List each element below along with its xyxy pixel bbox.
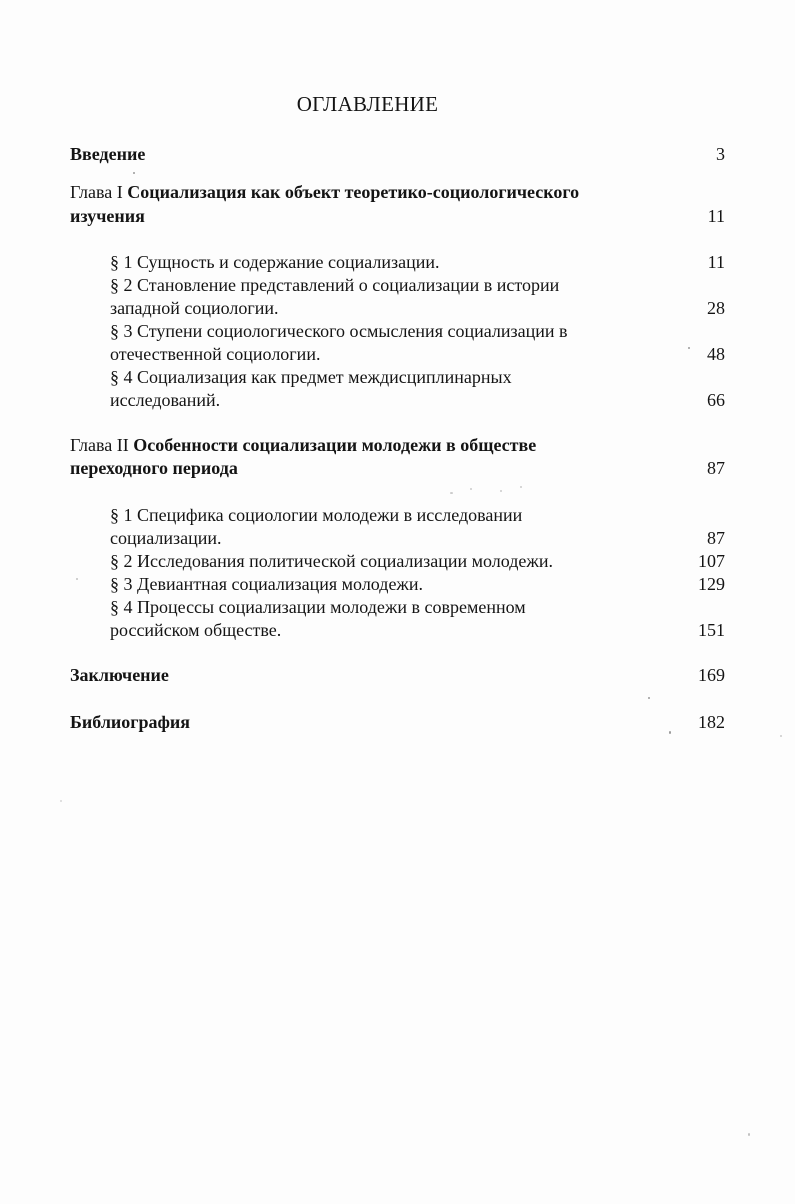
- toc-ch2-section1-line2: социализации.: [110, 528, 222, 548]
- toc-ch1-section4-line1: § 4 Социализация как предмет междисциплинарных: [110, 367, 512, 387]
- scan-speck: [470, 488, 472, 490]
- toc-chapter2-page: 87: [707, 458, 725, 478]
- scan-speck: [669, 731, 671, 734]
- toc-ch2-section2-line1: § 2 Исследования политической социализации молодежи.: [110, 551, 553, 571]
- toc-ch2-section3-page: 129: [698, 574, 725, 594]
- toc-ch1-section2-line2: западной социологии.: [110, 298, 279, 318]
- chapter1-prefix: Глава I: [70, 182, 128, 202]
- toc-intro-page: 3: [716, 144, 725, 164]
- toc-ch1-section3-line1: § 3 Ступени социологического осмысления социализации в: [110, 321, 568, 341]
- chapter2-title-line1: Особенности социализации молодежи в обществе: [133, 435, 537, 455]
- scan-speck: [500, 490, 502, 492]
- toc-conclusion-label: Заключение: [70, 665, 169, 685]
- toc-ch2-section4-line1: § 4 Процессы социализации молодежи в современном: [110, 597, 526, 617]
- toc-bibliography-label: Библиография: [70, 712, 191, 732]
- toc-intro-label: Введение: [70, 144, 146, 164]
- chapter2-prefix: Глава II: [70, 435, 134, 455]
- toc-ch1-section2-page: 28: [707, 298, 725, 318]
- toc-ch1-section2-line1: § 2 Становление представлений о социализации в истории: [110, 275, 560, 295]
- toc-ch2-section2-page: 107: [698, 551, 725, 571]
- toc-ch2-section4-line2: российском обществе.: [110, 620, 282, 640]
- toc-ch1-section4-page: 66: [707, 390, 725, 410]
- toc-conclusion-page: 169: [698, 665, 725, 685]
- scan-speck: [60, 800, 62, 802]
- toc-ch2-section1-page: 87: [707, 528, 725, 548]
- scan-speck: [133, 172, 135, 174]
- scan-speck: [748, 1133, 750, 1136]
- toc-ch1-section1-line1: § 1 Сущность и содержание социализации.: [110, 252, 440, 272]
- scan-speck: [648, 697, 650, 699]
- chapter1-title-line2: изучения: [70, 206, 145, 226]
- chapter2-title-line2: переходного периода: [70, 458, 238, 478]
- chapter1-title-line1: Социализация как объект теоретико-социологического: [127, 182, 580, 202]
- scan-speck: [450, 492, 453, 494]
- toc-chapter1-title: [70, 181, 579, 204]
- scan-speck: [780, 735, 782, 737]
- toc-ch1-section4-line2: исследований.: [110, 390, 221, 410]
- page-title: ОГЛАВЛЕНИЕ: [296, 92, 439, 116]
- toc-ch1-section3-line2: отечественной социологии.: [110, 344, 321, 364]
- toc-chapter1-page: 11: [707, 206, 725, 226]
- toc-ch2-section4-page: 151: [698, 620, 725, 640]
- toc-bibliography-page: 182: [698, 712, 725, 732]
- scan-speck: [688, 347, 690, 349]
- toc-ch1-section3-page: 48: [707, 344, 725, 364]
- toc-ch2-section3-line1: § 3 Девиантная социализация молодежи.: [110, 574, 424, 594]
- toc-ch1-section1-page: 11: [707, 252, 725, 272]
- scan-speck: [76, 578, 78, 580]
- scan-speck: [520, 486, 522, 488]
- toc-chapter2-title: [70, 434, 536, 457]
- toc-ch2-section1-line1: § 1 Специфика социологии молодежи в исследовании: [110, 505, 523, 525]
